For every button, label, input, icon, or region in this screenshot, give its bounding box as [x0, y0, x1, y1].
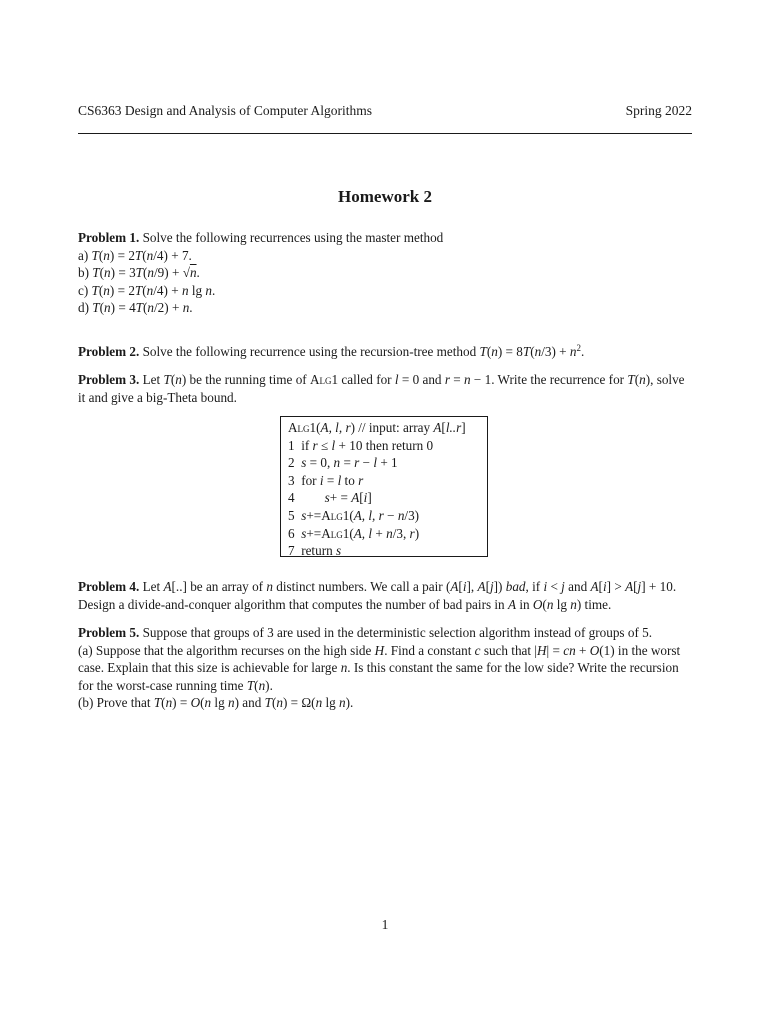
problem-1-intro-text: Solve the following recurrences using the master method [142, 230, 444, 245]
problem-4-label: Problem 4. [78, 579, 140, 594]
problem-5-label: Problem 5. [78, 625, 140, 640]
algorithm-box [280, 416, 488, 557]
page-number: 1 [381, 917, 389, 932]
problem-1-item-c: c) T(n) = 2T(n/4) + n lg n. [78, 282, 216, 298]
algorithm-line-5: 5 s+=Alg1(A, l, r − n/3) [288, 507, 420, 523]
algorithm-line-1: 1 if r ≤ l + 10 then return 0 [288, 437, 434, 453]
algorithm-line-3: 3 for i = l to r [288, 472, 364, 488]
problem-1-intro [78, 229, 692, 247]
problem-3: Problem 3. Let T(n) be the running time of Alg1 called for l = 0 and r = n − 1. Write the recurrence for T(n), solve it and give a big-Theta bound. [78, 372, 685, 405]
problem-4: Problem 4. Let A[..] be an array of n distinct numbers. We call a pair (A[i], A[j]) bad, if i < j and A[i] > A[j] + 10. Design a divide-and-conquer algorithm that computes the number of bad pairs in A in O(n lg n) time. [78, 579, 677, 612]
problem-5-intro: Suppose that groups of 3 are used in the deterministic selection algorithm instead of groups of 5. [142, 625, 653, 640]
problem-1 [78, 229, 692, 317]
problem-1-item-b: b) T(n) = 3T(n/9) + √n. [78, 265, 200, 281]
page-title: Homework 2 [338, 187, 432, 206]
algorithm-line-header: Alg1(A, l, r) // input: array A[l..r] [288, 420, 466, 435]
problem-1-item-d: d) T(n) = 4T(n/2) + n. [78, 300, 193, 316]
problem-5-part-a: (a) Suppose that the algorithm recurses on the high side H. Find a constant c such that |H| = cn + O(1) in the worst case. Explain that this size is achievable for large n. Is this constant the same for the low side? Write the recursion for the worst-case running time T(n). [78, 642, 681, 693]
course-title: CS6363 Design and Analysis of Computer Algorithms [78, 103, 373, 118]
document-page [78, 0, 692, 1024]
problem-1-label: Problem 1. [78, 230, 140, 245]
term-label: Spring 2022 [625, 103, 692, 118]
header-rule [78, 133, 692, 134]
problem-5 [78, 624, 692, 712]
algorithm-line-4: 4 s+ = A[i] [288, 490, 372, 506]
problem-1-item-a: a) T(n) = 2T(n/4) + 7. [78, 247, 192, 263]
problem-3-label: Problem 3. [78, 372, 140, 387]
algorithm-line-6: 6 s+=Alg1(A, l + n/3, r) [288, 525, 420, 541]
problem-2-label: Problem 2. [78, 344, 140, 359]
problem-5-part-b: (b) Prove that T(n) = O(n lg n) and T(n) = Ω(n lg n). [78, 695, 354, 711]
algorithm-line-7: 7 return s [288, 543, 342, 559]
problem-2: Problem 2. Solve the following recurrence using the recursion-tree method $T(n) = 8T(n/3) + n^2$. [78, 343, 585, 359]
algorithm-line-2: 2 s = 0, n = r − l + 1 [288, 455, 398, 471]
